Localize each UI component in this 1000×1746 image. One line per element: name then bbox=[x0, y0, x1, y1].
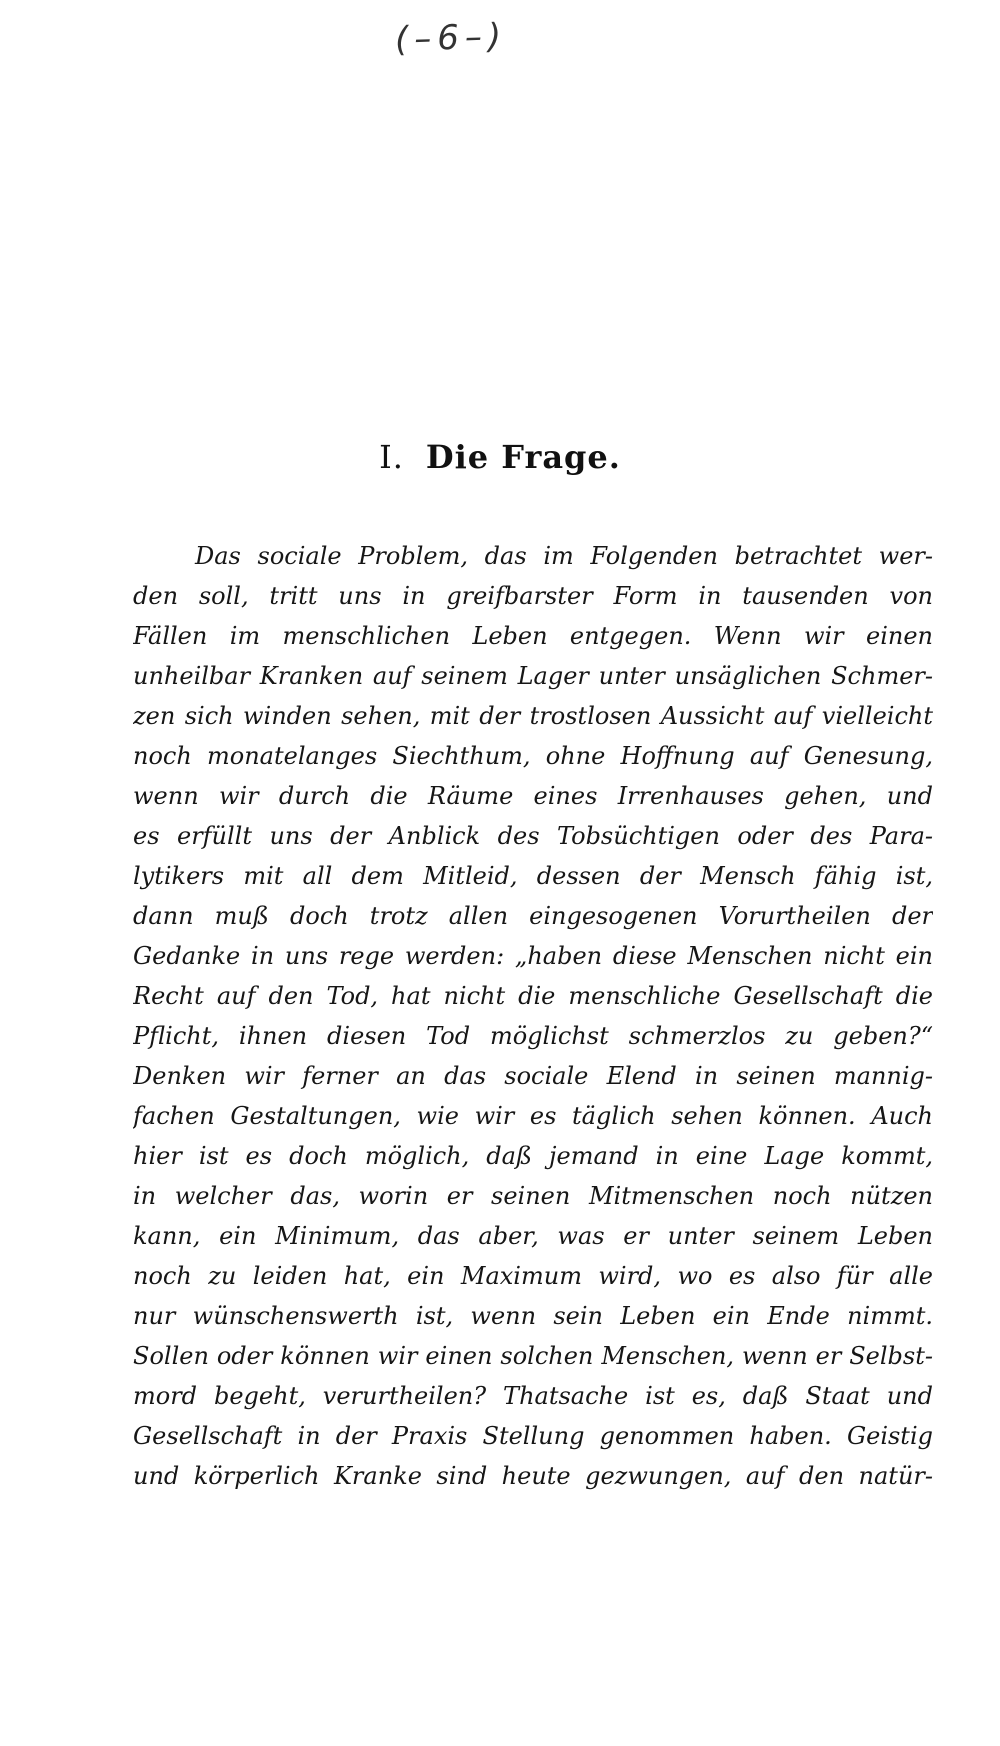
text-line: noch zu leiden hat, ein Maximum wird, wo es also für alle bbox=[133, 1262, 933, 1290]
text-line: unheilbar Kranken auf seinem Lager unter unsäglichen Schmer- bbox=[133, 662, 933, 690]
text-line: nur wünschenswerth ist, wenn sein Leben ein Ende nimmt. bbox=[133, 1302, 933, 1330]
text-line: fachen Gestaltungen, wie wir es täglich sehen können. Auch bbox=[133, 1102, 933, 1130]
text-line: mord begeht, verurtheilen? Thatsache ist es, daß Staat und bbox=[133, 1382, 933, 1410]
text-line: dann muß doch trotz allen eingesogenen Vorurtheilen der bbox=[133, 902, 933, 930]
text-line: hier ist es doch möglich, daß jemand in eine Lage kommt, bbox=[133, 1142, 933, 1170]
text-line: es erfüllt uns der Anblick des Tobsüchtigen oder des Para- bbox=[133, 822, 933, 850]
text-line: kann, ein Minimum, das aber, was er unter seinem Leben bbox=[133, 1222, 933, 1250]
text-line: in welcher das, worin er seinen Mitmenschen noch nützen bbox=[133, 1182, 933, 1210]
text-line: Sollen oder können wir einen solchen Menschen, wenn er Selbst- bbox=[133, 1342, 933, 1370]
text-line: Gedanke in uns rege werden: „haben diese Menschen nicht ein bbox=[133, 942, 933, 970]
chapter-numeral: I. bbox=[379, 438, 404, 476]
text-line: Recht auf den Tod, hat nicht die menschliche Gesellschaft die bbox=[133, 982, 933, 1010]
text-line: wenn wir durch die Räume eines Irrenhauses gehen, und bbox=[133, 782, 933, 810]
body-paragraph bbox=[133, 536, 933, 1496]
text-line: den soll, tritt uns in greifbarster Form in tausenden von bbox=[133, 582, 933, 610]
text-line: lytikers mit all dem Mitleid, dessen der Mensch fähig ist, bbox=[133, 862, 933, 890]
page-number: (–6–) bbox=[394, 16, 508, 60]
text-line: Gesellschaft in der Praxis Stellung genommen haben. Geistig bbox=[133, 1422, 933, 1450]
text-line: Pflicht, ihnen diesen Tod möglichst schmerzlos zu geben?“ bbox=[133, 1022, 933, 1050]
text-line: und körperlich Kranke sind heute gezwungen, auf den natür- bbox=[133, 1462, 933, 1490]
text-line: Fällen im menschlichen Leben entgegen. Wenn wir einen bbox=[133, 622, 933, 650]
text-line: Denken wir ferner an das sociale Elend in seinen mannig- bbox=[133, 1062, 933, 1090]
text-line: zen sich winden sehen, mit der trostlosen Aussicht auf vielleicht bbox=[133, 702, 933, 730]
text-line: noch monatelanges Siechthum, ohne Hoffnung auf Genesung, bbox=[133, 742, 933, 770]
chapter-heading bbox=[0, 438, 1000, 476]
text-line: Das sociale Problem, das im Folgenden betrachtet wer- bbox=[195, 542, 933, 570]
chapter-title: Die Frage. bbox=[425, 438, 621, 476]
